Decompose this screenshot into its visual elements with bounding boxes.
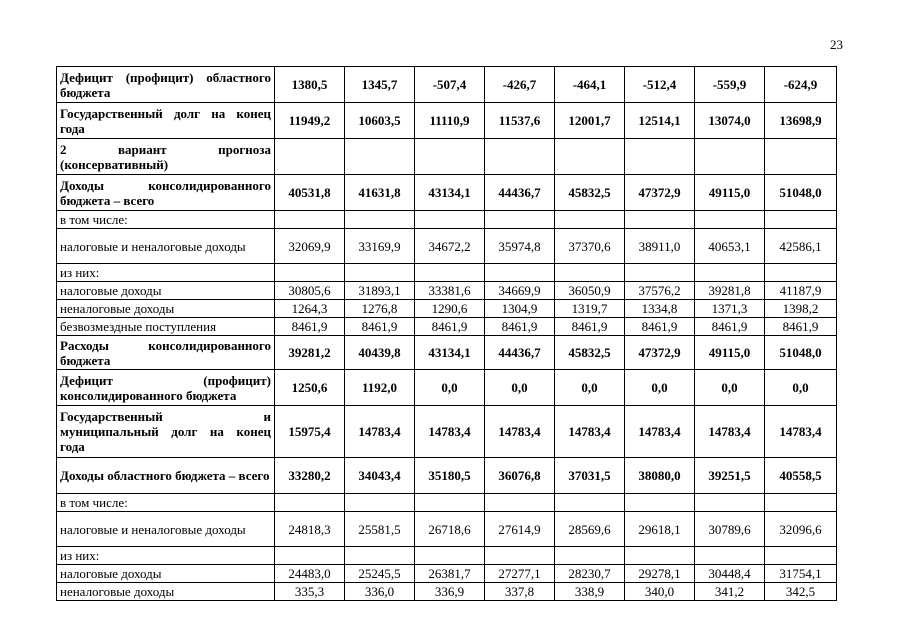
table-cell: 37031,5: [555, 458, 625, 494]
table-cell: 33381,6: [415, 282, 485, 300]
table-cell: [275, 264, 345, 282]
table-cell: 39281,2: [275, 336, 345, 370]
budget-table: [56, 66, 837, 601]
table-cell: 25581,5: [345, 512, 415, 547]
table-cell: 35974,8: [485, 229, 555, 264]
table-row: [57, 103, 837, 139]
table-cell: 8461,9: [765, 318, 837, 336]
table-cell: 13698,9: [765, 103, 837, 139]
table-cell: 34672,2: [415, 229, 485, 264]
table-cell: [765, 264, 837, 282]
table-cell: [485, 211, 555, 229]
table-cell: 30448,4: [695, 565, 765, 583]
table-cell: 0,0: [555, 370, 625, 406]
table-cell: 8461,9: [275, 318, 345, 336]
table-cell: 11949,2: [275, 103, 345, 139]
table-cell: 14783,4: [625, 406, 695, 458]
table-cell: [415, 547, 485, 565]
table-cell: [485, 139, 555, 175]
table-cell: 43134,1: [415, 336, 485, 370]
table-cell: -512,4: [625, 67, 695, 103]
row-label: Дефицит (профицит) областного бюджета: [57, 67, 275, 103]
table-cell: 49115,0: [695, 336, 765, 370]
table-cell: [625, 264, 695, 282]
table-cell: 8461,9: [695, 318, 765, 336]
table-cell: [625, 494, 695, 512]
table-cell: 37370,6: [555, 229, 625, 264]
table-row: [57, 318, 837, 336]
table-cell: [485, 264, 555, 282]
row-label: налоговые доходы: [57, 282, 275, 300]
table-cell: [415, 211, 485, 229]
table-cell: 336,9: [415, 583, 485, 601]
table-cell: -507,4: [415, 67, 485, 103]
table-cell: 26718,6: [415, 512, 485, 547]
table-cell: 47372,9: [625, 175, 695, 211]
table-cell: 335,3: [275, 583, 345, 601]
table-cell: [275, 547, 345, 565]
table-cell: 1276,8: [345, 300, 415, 318]
table-row: [57, 458, 837, 494]
table-cell: 1290,6: [415, 300, 485, 318]
table-row: [57, 583, 837, 601]
table-cell: 1192,0: [345, 370, 415, 406]
table-row: [57, 547, 837, 565]
table-cell: 14783,4: [485, 406, 555, 458]
table-cell: [625, 211, 695, 229]
table-cell: 28230,7: [555, 565, 625, 583]
table-cell: [485, 494, 555, 512]
table-cell: 336,0: [345, 583, 415, 601]
table-cell: 26381,7: [415, 565, 485, 583]
table-cell: 29278,1: [625, 565, 695, 583]
table-cell: [415, 139, 485, 175]
table-cell: 40531,8: [275, 175, 345, 211]
table-cell: [695, 264, 765, 282]
table-cell: 0,0: [695, 370, 765, 406]
table-cell: [695, 211, 765, 229]
table-cell: 36076,8: [485, 458, 555, 494]
table-cell: 24818,3: [275, 512, 345, 547]
table-cell: 1398,2: [765, 300, 837, 318]
table-row: [57, 565, 837, 583]
table-cell: 33169,9: [345, 229, 415, 264]
table-cell: 1345,7: [345, 67, 415, 103]
table-cell: 1380,5: [275, 67, 345, 103]
table-cell: 10603,5: [345, 103, 415, 139]
table-cell: 14783,4: [415, 406, 485, 458]
table-cell: 38911,0: [625, 229, 695, 264]
table-cell: [415, 264, 485, 282]
table-cell: 0,0: [625, 370, 695, 406]
table-cell: 0,0: [485, 370, 555, 406]
table-cell: 38080,0: [625, 458, 695, 494]
table-cell: [695, 494, 765, 512]
table-cell: 32096,6: [765, 512, 837, 547]
table-cell: [345, 211, 415, 229]
table-cell: 36050,9: [555, 282, 625, 300]
table-cell: [695, 139, 765, 175]
table-cell: 31893,1: [345, 282, 415, 300]
table-cell: 30789,6: [695, 512, 765, 547]
table-cell: 41631,8: [345, 175, 415, 211]
row-label: из них:: [57, 547, 275, 565]
table-cell: 14783,4: [765, 406, 837, 458]
table-cell: [275, 211, 345, 229]
table-cell: 49115,0: [695, 175, 765, 211]
table-cell: 12514,1: [625, 103, 695, 139]
table-cell: [345, 264, 415, 282]
row-label: Дефицит (профицит) консолидированного бюджета: [57, 370, 275, 406]
table-cell: 11110,9: [415, 103, 485, 139]
table-cell: [765, 211, 837, 229]
table-row: [57, 370, 837, 406]
row-label: неналоговые доходы: [57, 300, 275, 318]
table-row: [57, 406, 837, 458]
table-cell: 1264,3: [275, 300, 345, 318]
budget-table-body: [57, 67, 837, 601]
row-label: налоговые доходы: [57, 565, 275, 583]
table-cell: 8461,9: [625, 318, 695, 336]
row-label: из них:: [57, 264, 275, 282]
table-cell: 14783,4: [555, 406, 625, 458]
table-cell: 29618,1: [625, 512, 695, 547]
table-cell: 337,8: [485, 583, 555, 601]
table-cell: 341,2: [695, 583, 765, 601]
table-row: [57, 282, 837, 300]
table-row: [57, 264, 837, 282]
table-cell: 338,9: [555, 583, 625, 601]
table-cell: 14783,4: [345, 406, 415, 458]
table-cell: -624,9: [765, 67, 837, 103]
table-row: [57, 175, 837, 211]
table-cell: [555, 139, 625, 175]
table-cell: 39251,5: [695, 458, 765, 494]
table-cell: 40558,5: [765, 458, 837, 494]
table-row: [57, 139, 837, 175]
table-row: [57, 512, 837, 547]
table-cell: 27614,9: [485, 512, 555, 547]
table-cell: [345, 139, 415, 175]
table-cell: 39281,8: [695, 282, 765, 300]
table-cell: 34043,4: [345, 458, 415, 494]
row-label: 2 вариант прогноза (консервативный): [57, 139, 275, 175]
table-cell: 12001,7: [555, 103, 625, 139]
table-cell: 32069,9: [275, 229, 345, 264]
table-cell: 1334,8: [625, 300, 695, 318]
table-cell: 35180,5: [415, 458, 485, 494]
table-cell: [275, 139, 345, 175]
table-cell: [555, 264, 625, 282]
table-cell: [555, 211, 625, 229]
table-row: [57, 211, 837, 229]
row-label: неналоговые доходы: [57, 583, 275, 601]
table-cell: 1319,7: [555, 300, 625, 318]
table-cell: 0,0: [415, 370, 485, 406]
table-cell: 43134,1: [415, 175, 485, 211]
table-cell: 342,5: [765, 583, 837, 601]
table-cell: 40653,1: [695, 229, 765, 264]
table-cell: 28569,6: [555, 512, 625, 547]
table-cell: -559,9: [695, 67, 765, 103]
table-row: [57, 300, 837, 318]
row-label: налоговые и неналоговые доходы: [57, 229, 275, 264]
table-cell: 15975,4: [275, 406, 345, 458]
table-cell: 33280,2: [275, 458, 345, 494]
table-cell: 27277,1: [485, 565, 555, 583]
row-label: в том числе:: [57, 211, 275, 229]
table-cell: [555, 494, 625, 512]
row-label: налоговые и неналоговые доходы: [57, 512, 275, 547]
table-cell: 40439,8: [345, 336, 415, 370]
table-cell: 8461,9: [415, 318, 485, 336]
table-cell: 25245,5: [345, 565, 415, 583]
table-cell: 13074,0: [695, 103, 765, 139]
row-label: безвозмездные поступления: [57, 318, 275, 336]
table-cell: 42586,1: [765, 229, 837, 264]
table-cell: 37576,2: [625, 282, 695, 300]
table-cell: [345, 494, 415, 512]
table-cell: [415, 494, 485, 512]
table-cell: 1371,3: [695, 300, 765, 318]
table-cell: [765, 547, 837, 565]
table-cell: [555, 547, 625, 565]
row-label: Расходы консолидированного бюджета: [57, 336, 275, 370]
table-cell: 47372,9: [625, 336, 695, 370]
table-cell: 34669,9: [485, 282, 555, 300]
row-label: Государственный долг на конец года: [57, 103, 275, 139]
table-cell: 8461,9: [485, 318, 555, 336]
table-cell: [765, 139, 837, 175]
table-cell: [765, 494, 837, 512]
table-cell: 51048,0: [765, 336, 837, 370]
table-cell: 31754,1: [765, 565, 837, 583]
page-number: 23: [830, 37, 843, 52]
table-cell: 41187,9: [765, 282, 837, 300]
table-cell: -464,1: [555, 67, 625, 103]
table-cell: 8461,9: [555, 318, 625, 336]
row-label: в том числе:: [57, 494, 275, 512]
table-cell: [625, 139, 695, 175]
table-cell: 1304,9: [485, 300, 555, 318]
table-cell: [485, 547, 555, 565]
table-cell: 8461,9: [345, 318, 415, 336]
table-cell: 51048,0: [765, 175, 837, 211]
row-label: Доходы областного бюджета – всего: [57, 458, 275, 494]
table-cell: 340,0: [625, 583, 695, 601]
table-cell: [695, 547, 765, 565]
table-cell: [275, 494, 345, 512]
table-cell: 44436,7: [485, 336, 555, 370]
row-label: Доходы консолидированного бюджета – всего: [57, 175, 275, 211]
table-row: [57, 67, 837, 103]
table-row: [57, 229, 837, 264]
table-cell: 14783,4: [695, 406, 765, 458]
table-cell: 45832,5: [555, 175, 625, 211]
row-label: Государственный и муниципальный долг на конец года: [57, 406, 275, 458]
table-cell: 30805,6: [275, 282, 345, 300]
table-cell: 1250,6: [275, 370, 345, 406]
table-cell: 44436,7: [485, 175, 555, 211]
table-cell: 45832,5: [555, 336, 625, 370]
table-cell: [625, 547, 695, 565]
table-cell: -426,7: [485, 67, 555, 103]
table-row: [57, 494, 837, 512]
table-cell: 0,0: [765, 370, 837, 406]
table-cell: 11537,6: [485, 103, 555, 139]
table-cell: [345, 547, 415, 565]
table-cell: 24483,0: [275, 565, 345, 583]
table-row: [57, 336, 837, 370]
